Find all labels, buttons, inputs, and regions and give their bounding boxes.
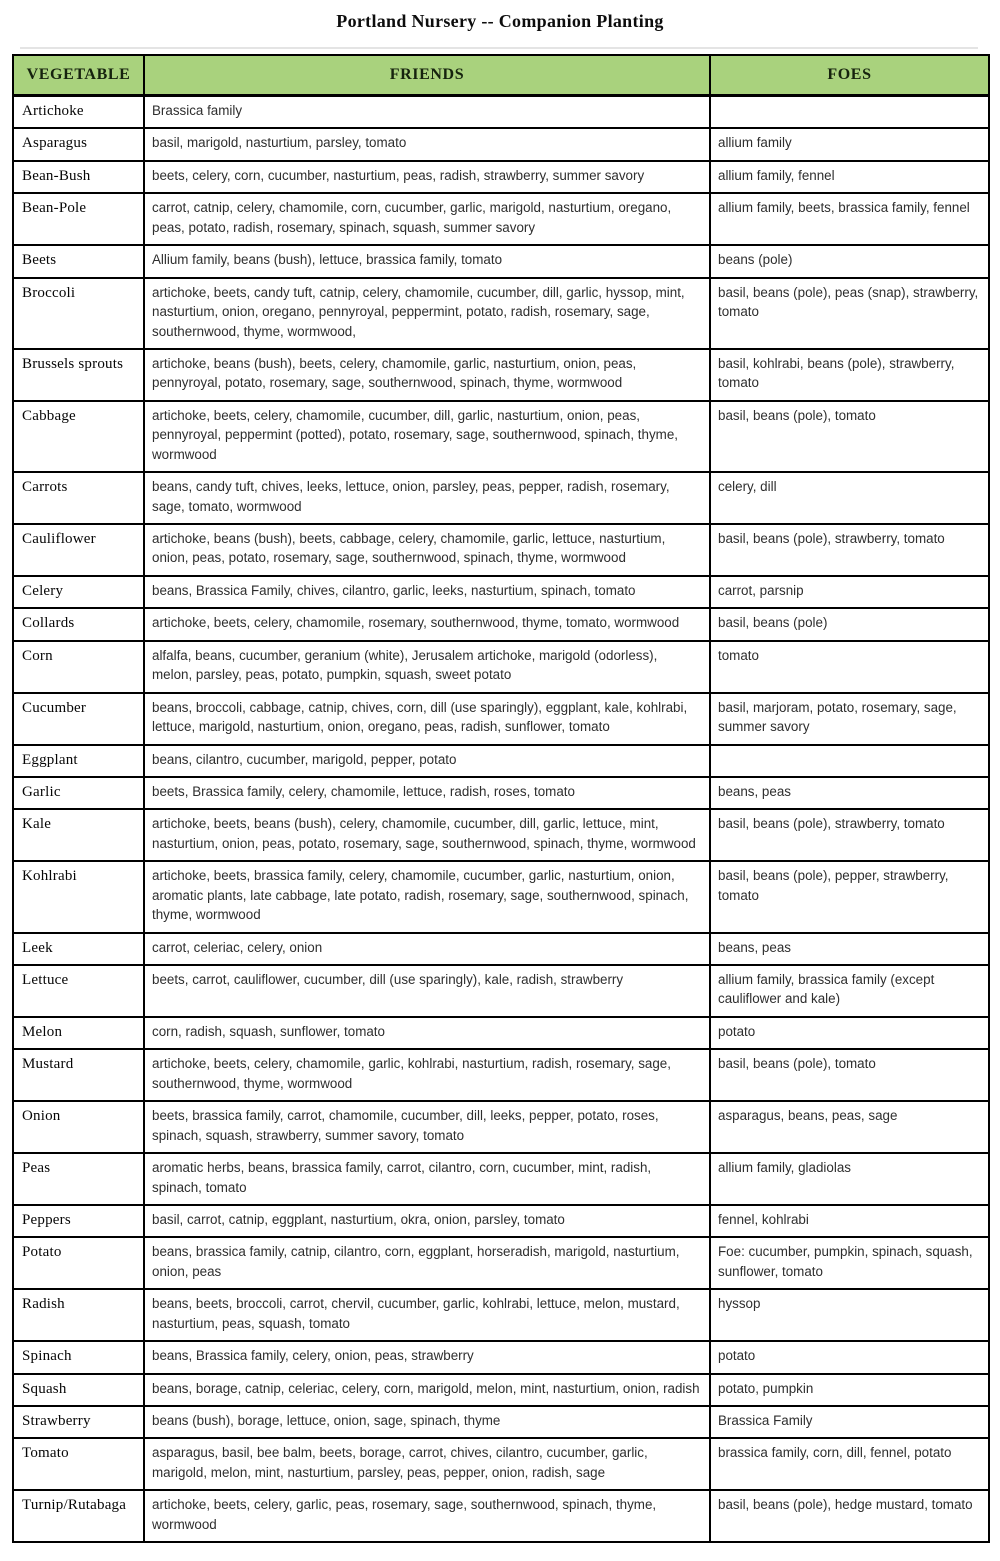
foes-cell: basil, beans (pole), pepper, strawberry, tomato <box>710 861 989 932</box>
table-row <box>13 608 989 640</box>
scan-artifact-line <box>20 47 978 49</box>
vegetable-cell: Squash <box>13 1374 144 1406</box>
foes-cell: Foe: cucumber, pumpkin, spinach, squash, sunflower, tomato <box>710 1237 989 1289</box>
vegetable-cell: Kohlrabi <box>13 861 144 932</box>
vegetable-cell: Tomato <box>13 1438 144 1490</box>
vegetable-cell: Potato <box>13 1237 144 1289</box>
vegetable-cell: Leek <box>13 933 144 965</box>
friends-cell: artichoke, beets, celery, chamomile, rosemary, southernwood, thyme, tomato, wormwood <box>144 608 710 640</box>
vegetable-cell: Bean-Pole <box>13 193 144 245</box>
table-row <box>13 96 989 129</box>
foes-cell: basil, beans (pole), tomato <box>710 1049 989 1101</box>
table-row <box>13 349 989 401</box>
table-row <box>13 1017 989 1049</box>
foes-cell: allium family <box>710 128 989 160</box>
friends-cell: beans, cilantro, cucumber, marigold, pepper, potato <box>144 745 710 777</box>
foes-cell: beans, peas <box>710 777 989 809</box>
table-row <box>13 965 989 1017</box>
friends-cell: carrot, celeriac, celery, onion <box>144 933 710 965</box>
table-row <box>13 1289 989 1341</box>
table-row <box>13 1237 989 1289</box>
foes-cell: basil, beans (pole) <box>710 608 989 640</box>
foes-cell: potato <box>710 1341 989 1373</box>
friends-cell: corn, radish, squash, sunflower, tomato <box>144 1017 710 1049</box>
vegetable-cell: Asparagus <box>13 128 144 160</box>
friends-cell: beans (bush), borage, lettuce, onion, sage, spinach, thyme <box>144 1406 710 1438</box>
table-body <box>13 96 989 1543</box>
foes-cell: basil, marjoram, potato, rosemary, sage, summer savory <box>710 693 989 745</box>
vegetable-cell: Turnip/Rutabaga <box>13 1490 144 1542</box>
vegetable-cell: Beets <box>13 245 144 277</box>
foes-cell: beans, peas <box>710 933 989 965</box>
friends-cell: beans, candy tuft, chives, leeks, lettuce, onion, parsley, peas, pepper, radish, rosemary, sage, tomato, wormwood <box>144 472 710 524</box>
friends-cell: artichoke, beans (bush), beets, cabbage, celery, chamomile, garlic, lettuce, nasturtium, onion, peas, potato, rosemary, sage, southernwood, spinach, thyme, wormwood <box>144 524 710 576</box>
vegetable-cell: Garlic <box>13 777 144 809</box>
friends-cell: beets, celery, corn, cucumber, nasturtium, peas, radish, strawberry, summer savory <box>144 161 710 193</box>
table-row <box>13 1153 989 1205</box>
foes-cell: basil, beans (pole), strawberry, tomato <box>710 524 989 576</box>
foes-cell: potato <box>710 1017 989 1049</box>
vegetable-cell: Peas <box>13 1153 144 1205</box>
column-header-vegetable: VEGETABLE <box>13 55 144 96</box>
vegetable-cell: Broccoli <box>13 278 144 349</box>
friends-cell: carrot, catnip, celery, chamomile, corn, cucumber, garlic, marigold, nasturtium, oregano, peas, potato, radish, rosemary, spinach, squash, summer savory <box>144 193 710 245</box>
foes-cell: Brassica Family <box>710 1406 989 1438</box>
vegetable-cell: Artichoke <box>13 96 144 129</box>
friends-cell: Brassica family <box>144 96 710 129</box>
friends-cell: artichoke, beets, celery, chamomile, cucumber, dill, garlic, nasturtium, onion, peas, pennyroyal, peppermint (potted), potato, rosemary, sage, southernwood, spinach, thyme, wormwood <box>144 401 710 472</box>
foes-cell: allium family, brassica family (except cauliflower and kale) <box>710 965 989 1017</box>
table-row <box>13 1101 989 1153</box>
table-header-row <box>13 55 989 96</box>
foes-cell: basil, beans (pole), peas (snap), strawberry, tomato <box>710 278 989 349</box>
friends-cell: beans, broccoli, cabbage, catnip, chives, corn, dill (use sparingly), eggplant, kale, kohlrabi, lettuce, marigold, nasturtium, onion, oregano, peas, radish, sunflower, tomato <box>144 693 710 745</box>
table-row <box>13 245 989 277</box>
vegetable-cell: Melon <box>13 1017 144 1049</box>
friends-cell: artichoke, beets, celery, chamomile, garlic, kohlrabi, nasturtium, radish, rosemary, sage, southernwood, thyme, wormwood <box>144 1049 710 1101</box>
foes-cell: celery, dill <box>710 472 989 524</box>
foes-cell: beans (pole) <box>710 245 989 277</box>
table-row <box>13 809 989 861</box>
friends-cell: artichoke, beets, beans (bush), celery, chamomile, cucumber, dill, garlic, lettuce, mint, nasturtium, onion, peas, potato, rosemary, sage, southernwood, spinach, thyme, wormwood <box>144 809 710 861</box>
table-row <box>13 524 989 576</box>
foes-cell <box>710 96 989 129</box>
vegetable-cell: Bean-Bush <box>13 161 144 193</box>
friends-cell: aromatic herbs, beans, brassica family, carrot, cilantro, corn, cucumber, mint, radish, spinach, tomato <box>144 1153 710 1205</box>
table-row <box>13 641 989 693</box>
vegetable-cell: Carrots <box>13 472 144 524</box>
vegetable-cell: Eggplant <box>13 745 144 777</box>
companion-planting-table <box>12 54 990 1543</box>
table-row <box>13 576 989 608</box>
foes-cell: basil, kohlrabi, beans (pole), strawberry, tomato <box>710 349 989 401</box>
vegetable-cell: Onion <box>13 1101 144 1153</box>
page-title: Portland Nursery -- Companion Planting <box>336 11 664 31</box>
vegetable-cell: Mustard <box>13 1049 144 1101</box>
vegetable-cell: Cauliflower <box>13 524 144 576</box>
friends-cell: Allium family, beans (bush), lettuce, brassica family, tomato <box>144 245 710 277</box>
friends-cell: beets, Brassica family, celery, chamomile, lettuce, radish, roses, tomato <box>144 777 710 809</box>
table-row <box>13 1049 989 1101</box>
foes-cell: brassica family, corn, dill, fennel, potato <box>710 1438 989 1490</box>
vegetable-cell: Spinach <box>13 1341 144 1373</box>
vegetable-cell: Brussels sprouts <box>13 349 144 401</box>
table-row <box>13 161 989 193</box>
foes-cell: tomato <box>710 641 989 693</box>
table-row <box>13 861 989 932</box>
friends-cell: beans, beets, broccoli, carrot, chervil, cucumber, garlic, kohlrabi, lettuce, melon, mustard, nasturtium, peas, squash, tomato <box>144 1289 710 1341</box>
friends-cell: beans, Brassica Family, chives, cilantro, garlic, leeks, nasturtium, spinach, tomato <box>144 576 710 608</box>
table-row <box>13 693 989 745</box>
table-row <box>13 401 989 472</box>
foes-cell: asparagus, beans, peas, sage <box>710 1101 989 1153</box>
foes-cell: allium family, gladiolas <box>710 1153 989 1205</box>
friends-cell: basil, marigold, nasturtium, parsley, tomato <box>144 128 710 160</box>
foes-cell: potato, pumpkin <box>710 1374 989 1406</box>
friends-cell: alfalfa, beans, cucumber, geranium (white), Jerusalem artichoke, marigold (odorless), melon, parsley, peas, potato, pumpkin, squash, sweet potato <box>144 641 710 693</box>
friends-cell: asparagus, basil, bee balm, beets, borage, carrot, chives, cilantro, cucumber, garlic, marigold, melon, mint, nasturtium, parsley, peas, pepper, onion, radish, sage <box>144 1438 710 1490</box>
foes-cell: hyssop <box>710 1289 989 1341</box>
friends-cell: artichoke, beets, candy tuft, catnip, celery, chamomile, cucumber, dill, garlic, hyssop, mint, nasturtium, onion, oregano, pennyroyal, peppermint, potato, radish, rosemary, sage, southernwood, thyme, wormwood, <box>144 278 710 349</box>
vegetable-cell: Lettuce <box>13 965 144 1017</box>
foes-cell: carrot, parsnip <box>710 576 989 608</box>
friends-cell: artichoke, beets, celery, garlic, peas, rosemary, sage, southernwood, spinach, thyme, wormwood <box>144 1490 710 1542</box>
foes-cell: fennel, kohlrabi <box>710 1205 989 1237</box>
table-row <box>13 1406 989 1438</box>
foes-cell <box>710 745 989 777</box>
foes-cell: allium family, beets, brassica family, fennel <box>710 193 989 245</box>
table-row <box>13 1341 989 1373</box>
table-row <box>13 1438 989 1490</box>
vegetable-cell: Celery <box>13 576 144 608</box>
column-header-friends: FRIENDS <box>144 55 710 96</box>
vegetable-cell: Radish <box>13 1289 144 1341</box>
vegetable-cell: Kale <box>13 809 144 861</box>
friends-cell: beans, Brassica family, celery, onion, peas, strawberry <box>144 1341 710 1373</box>
table-row <box>13 1374 989 1406</box>
foes-cell: basil, beans (pole), hedge mustard, tomato <box>710 1490 989 1542</box>
friends-cell: beans, borage, catnip, celeriac, celery, corn, marigold, melon, mint, nasturtium, onion, radish <box>144 1374 710 1406</box>
vegetable-cell: Collards <box>13 608 144 640</box>
table-row <box>13 933 989 965</box>
vegetable-cell: Strawberry <box>13 1406 144 1438</box>
table-row <box>13 777 989 809</box>
foes-cell: basil, beans (pole), tomato <box>710 401 989 472</box>
table-row <box>13 128 989 160</box>
friends-cell: artichoke, beets, brassica family, celery, chamomile, cucumber, garlic, nasturtium, onion, aromatic plants, late cabbage, late potato, radish, rosemary, sage, southernwood, spinach, thyme, wormwood <box>144 861 710 932</box>
foes-cell: basil, beans (pole), strawberry, tomato <box>710 809 989 861</box>
friends-cell: basil, carrot, catnip, eggplant, nasturtium, okra, onion, parsley, tomato <box>144 1205 710 1237</box>
vegetable-cell: Cabbage <box>13 401 144 472</box>
column-header-foes: FOES <box>710 55 989 96</box>
foes-cell: allium family, fennel <box>710 161 989 193</box>
table-row <box>13 193 989 245</box>
table-row <box>13 745 989 777</box>
friends-cell: beets, brassica family, carrot, chamomile, cucumber, dill, leeks, pepper, potato, roses, spinach, squash, strawberry, summer savory, tomato <box>144 1101 710 1153</box>
vegetable-cell: Peppers <box>13 1205 144 1237</box>
friends-cell: beets, carrot, cauliflower, cucumber, dill (use sparingly), kale, radish, strawberry <box>144 965 710 1017</box>
table-row <box>13 278 989 349</box>
vegetable-cell: Cucumber <box>13 693 144 745</box>
vegetable-cell: Corn <box>13 641 144 693</box>
table-row <box>13 472 989 524</box>
friends-cell: artichoke, beans (bush), beets, celery, chamomile, garlic, nasturtium, onion, peas, pennyroyal, potato, rosemary, sage, southernwood, spinach, thyme, wormwood <box>144 349 710 401</box>
table-row <box>13 1490 989 1542</box>
table-row <box>13 1205 989 1237</box>
friends-cell: beans, brassica family, catnip, cilantro, corn, eggplant, horseradish, marigold, nasturtium, onion, peas <box>144 1237 710 1289</box>
